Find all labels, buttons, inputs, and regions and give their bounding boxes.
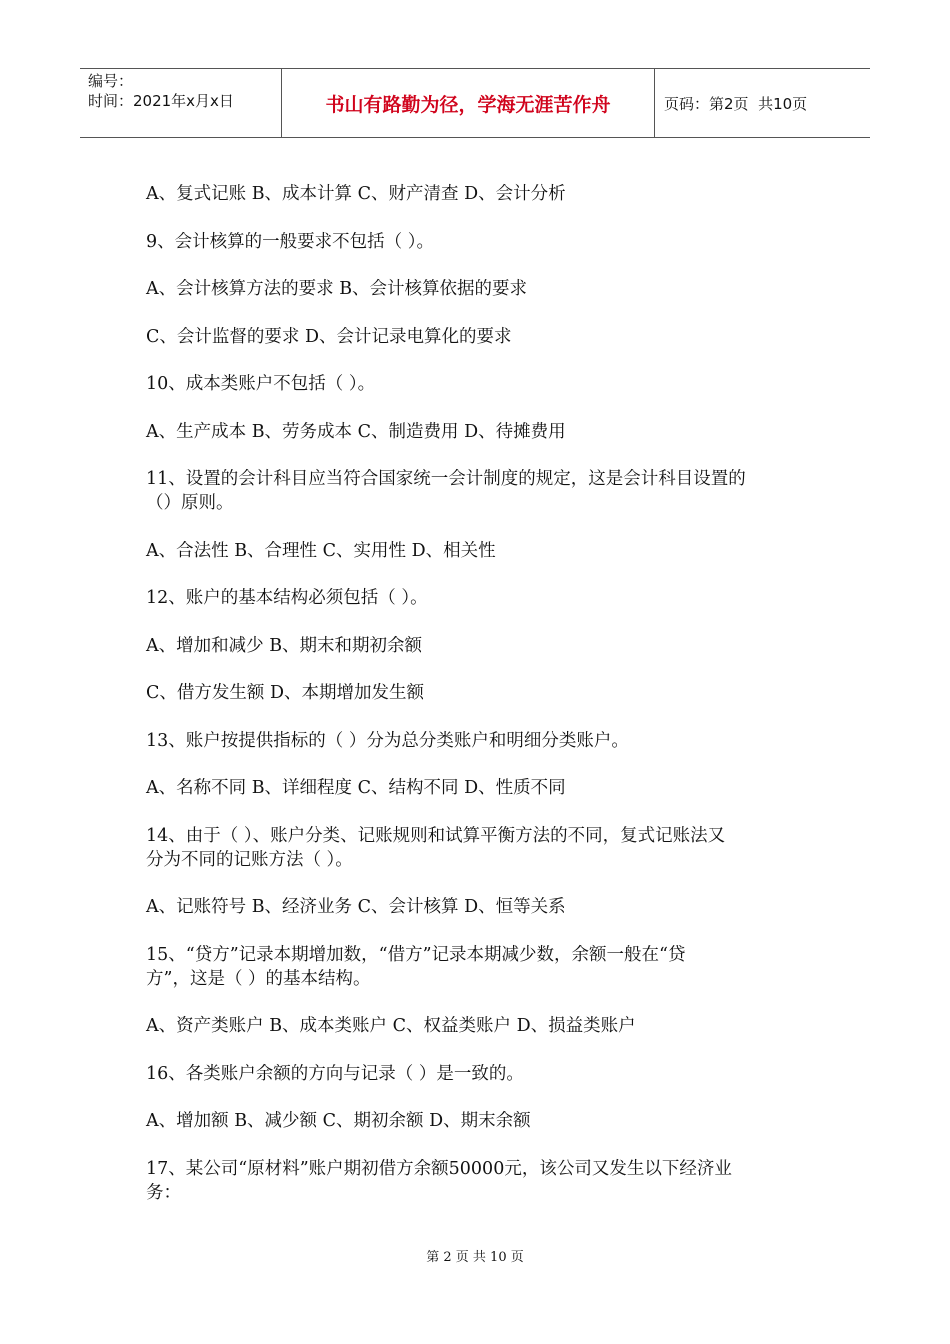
number-label: 编号： xyxy=(88,72,134,90)
paragraph: 10、成本类账户不包括（ ）。 xyxy=(146,374,376,394)
paragraph-gap xyxy=(146,919,806,943)
paragraph: A、复式记账 B、成本计算 C、财产清查 D、会计分析 xyxy=(146,184,566,204)
paragraph: A、资产类账户 B、成本类账户 C、权益类账户 D、损益类账户 xyxy=(146,1016,636,1036)
paragraph: 11、设置的会计科目应当符合国家统一会计制度的规定，这是会计科目设置的 （）原则。 xyxy=(146,469,746,513)
paragraph-gap xyxy=(146,610,806,634)
paragraph: C、会计监督的要求 D、会计记录电算化的要求 xyxy=(146,326,512,347)
paragraph: 12、账户的基本结构必须包括（ ）。 xyxy=(146,588,428,608)
paragraph-gap xyxy=(146,991,806,1015)
paragraph: A、会计核算方法的要求 B、会计核算依据的要求 xyxy=(146,279,528,299)
paragraph-gap xyxy=(146,1133,806,1157)
paragraph-gap xyxy=(146,206,806,230)
paragraph-gap xyxy=(146,753,806,777)
paragraph-gap xyxy=(146,444,806,468)
paragraph: A、生产成本 B、劳务成本 C、制造费用 D、待摊费用 xyxy=(146,421,566,442)
header-motto-cell xyxy=(282,69,655,137)
paragraph-gap xyxy=(146,563,806,587)
paragraph-gap xyxy=(146,658,806,682)
paragraph: 9、会计核算的一般要求不包括（ ）。 xyxy=(146,231,434,252)
header-page-cell xyxy=(655,69,870,137)
paragraph: C、借方发生额 D、本期增加发生额 xyxy=(146,683,424,703)
paragraph: 13、账户按提供指标的（ ）分为总分类账户和明细分类账户。 xyxy=(146,730,629,751)
paragraph: A、增加额 B、减少额 C、期初余额 D、期末余额 xyxy=(146,1111,531,1131)
header-left-cell xyxy=(80,69,282,137)
motto-text: 书山有路勤为径，学海无涯苦作舟 xyxy=(325,93,611,116)
paragraph: 14、由于（ ）、账户分类、记账规则和试算平衡方法的不同，复式记账法又 分为不同的记账方法（ ）。 xyxy=(146,825,726,870)
paragraph-gap xyxy=(146,705,806,729)
paragraph-gap xyxy=(146,515,806,539)
paragraph-gap xyxy=(146,349,806,373)
paragraph-gap xyxy=(146,1086,806,1110)
paragraph: 15、“贷方”记录本期增加数，“借方”记录本期减少数，余额一般在“贷 方”，这是（ ）的基本结构。 xyxy=(146,944,686,989)
page-info: 页码：第2页 共10页 xyxy=(664,94,808,113)
paragraph: 17、某公司“原材料”账户期初借方余额50000元，该公司又发生以下经济业 务： xyxy=(146,1158,732,1203)
document-body xyxy=(146,182,806,1205)
paragraph: 16、各类账户余额的方向与记录（ ）是一致的。 xyxy=(146,1063,524,1084)
paragraph: A、合法性 B、合理性 C、实用性 D、相关性 xyxy=(146,540,496,561)
paragraph: A、名称不同 B、详细程度 C、结构不同 D、性质不同 xyxy=(146,778,566,798)
page-header xyxy=(80,68,870,138)
paragraph: A、记账符号 B、经济业务 C、会计核算 D、恒等关系 xyxy=(146,897,566,917)
paragraph-gap xyxy=(146,254,806,278)
paragraph-gap xyxy=(146,872,806,896)
paragraph-gap xyxy=(146,1038,806,1062)
paragraph-gap xyxy=(146,301,806,325)
paragraph-gap xyxy=(146,396,806,420)
time-label: 时间：2021年x月x日 xyxy=(88,92,234,110)
paragraph-gap xyxy=(146,800,806,824)
page-footer: 第 2 页 共 10 页 xyxy=(426,1250,524,1265)
paragraph: A、增加和减少 B、期末和期初余额 xyxy=(146,635,423,656)
